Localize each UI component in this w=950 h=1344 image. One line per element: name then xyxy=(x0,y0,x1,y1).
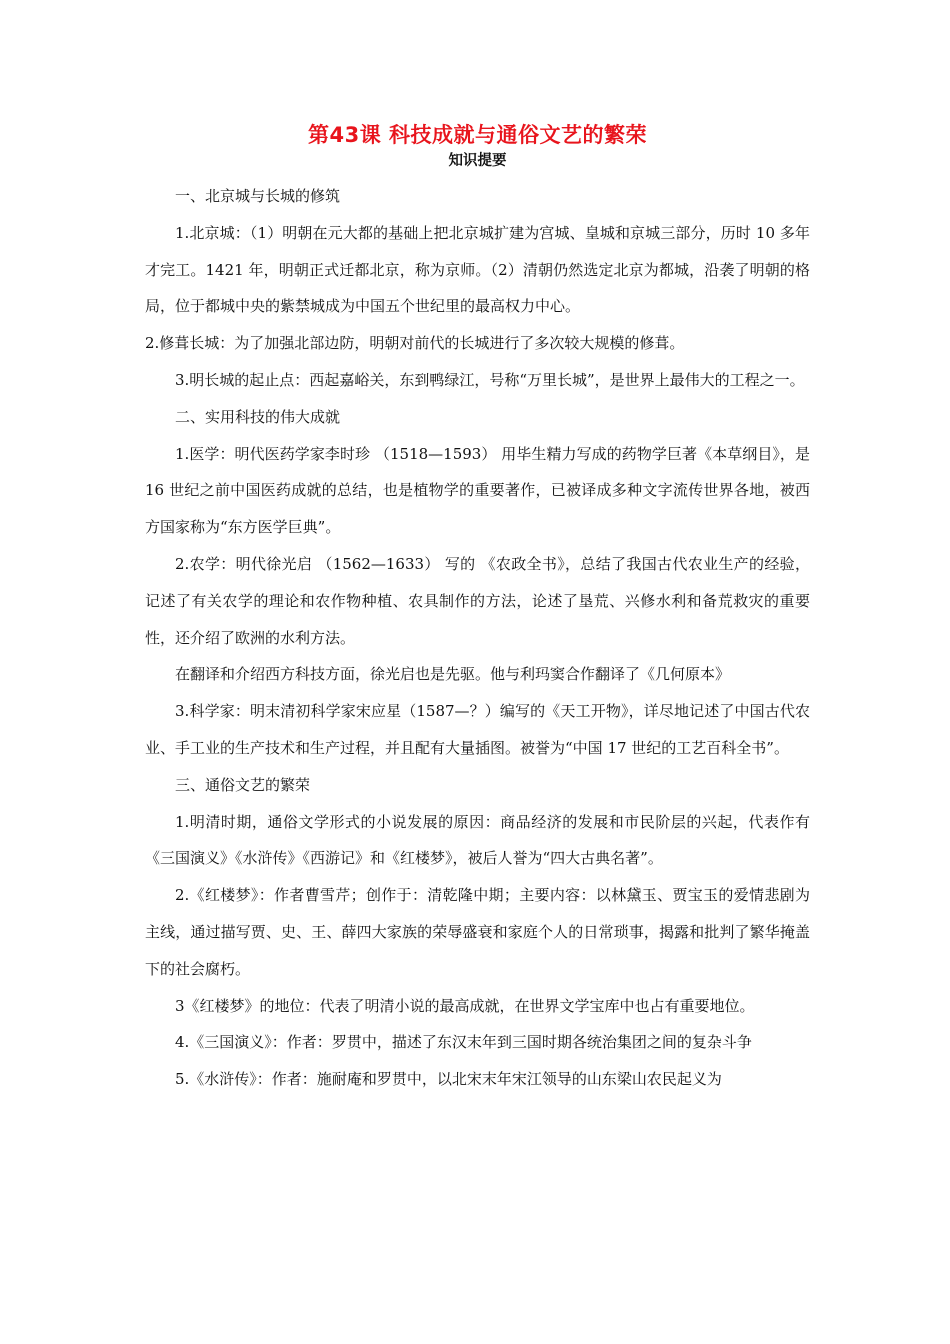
body-paragraph: 1.医学：明代医药学家李时珍 （1518—1593） 用毕生精力写成的药物学巨著《本草纲目》，是16 世纪之前中国医药成就的总结，也是植物学的重要著作，已被译成多种文字流传世界各地，被西方国家称为“东方医学巨典”。 xyxy=(145,444,810,537)
body-paragraph: 3.科学家：明末清初科学家宋应星（1587—？）编写的《天工开物》，详尽地记述了中国古代农业、手工业的生产技术和生产过程，并且配有大量插图。被誉为“中国 17 世纪的工艺百科全书”。 xyxy=(145,702,810,757)
body-paragraph: 2.农学：明代徐光启 （1562—1633） 写的 《农政全书》，总结了我国古代农业生产的经验，记述了有关农学的理论和农作物种植、农具制作的方法，论述了垦荒、兴修水利和备荒救灾的重要性，还介绍了欧洲的水利方法。 xyxy=(145,554,810,647)
body-paragraph: 2.《红楼梦》：作者曹雪芹；创作于：清乾隆中期；主要内容：以林黛玉、贾宝玉的爱情悲剧为主线，通过描写贾、史、王、薛四大家族的荣辱盛衰和家庭个人的日常琐事，揭露和批判了繁华掩盖下的社会腐朽。 xyxy=(145,886,810,978)
document-body xyxy=(145,178,810,1098)
body-paragraph: 1.北京城：（1）明朝在元大都的基础上把北京城扩建为宫城、皇城和京城三部分，历时 10 多年才完工。1421 年，明朝正式迁都北京，称为京师。（2）清朝仍然选定北京为都城，沿袭了明朝的格局，位于都城中央的紫禁城成为中国五个世纪里的最高权力中心。 xyxy=(145,223,810,316)
section-heading: 三、通俗文艺的繁荣 xyxy=(175,775,311,794)
body-paragraph: 在翻译和介绍西方科技方面，徐光启也是先驱。他与利玛窦合作翻译了《几何原本》 xyxy=(175,665,731,684)
body-paragraph: 5.《水浒传》：作者：施耐庵和罗贯中，以北宋末年宋江领导的山东梁山农民起义为 xyxy=(175,1070,722,1089)
section-subtitle: 知识提要 xyxy=(448,153,507,169)
lesson-title: 第43课 科技成就与通俗文艺的繁荣 xyxy=(307,123,648,147)
body-paragraph: 2.修葺长城：为了加强北部边防，明朝对前代的长城进行了多次较大规模的修葺。 xyxy=(145,334,685,353)
section-heading: 一、北京城与长城的修筑 xyxy=(175,187,341,205)
body-paragraph: 4.《三国演义》：作者：罗贯中，描述了东汉末年到三国时期各统治集团之间的复杂斗争 xyxy=(175,1033,752,1052)
body-paragraph: 1.明清时期，通俗文学形式的小说发展的原因：商品经济的发展和市民阶层的兴起，代表作有《三国演义》《水浒传》《西游记》和《红楼梦》，被后人誉为“四大古典名著”。 xyxy=(145,812,810,868)
document-page xyxy=(145,120,810,1098)
body-paragraph: 3.明长城的起止点：西起嘉峪关，东到鸭绿江，号称“万里长城”，是世界上最伟大的工程之一。 xyxy=(175,370,805,389)
body-paragraph: 3《红楼梦》的地位：代表了明清小说的最高成就，在世界文学宝库中也占有重要地位。 xyxy=(175,996,755,1015)
section-heading: 二、实用科技的伟大成就 xyxy=(175,407,341,426)
